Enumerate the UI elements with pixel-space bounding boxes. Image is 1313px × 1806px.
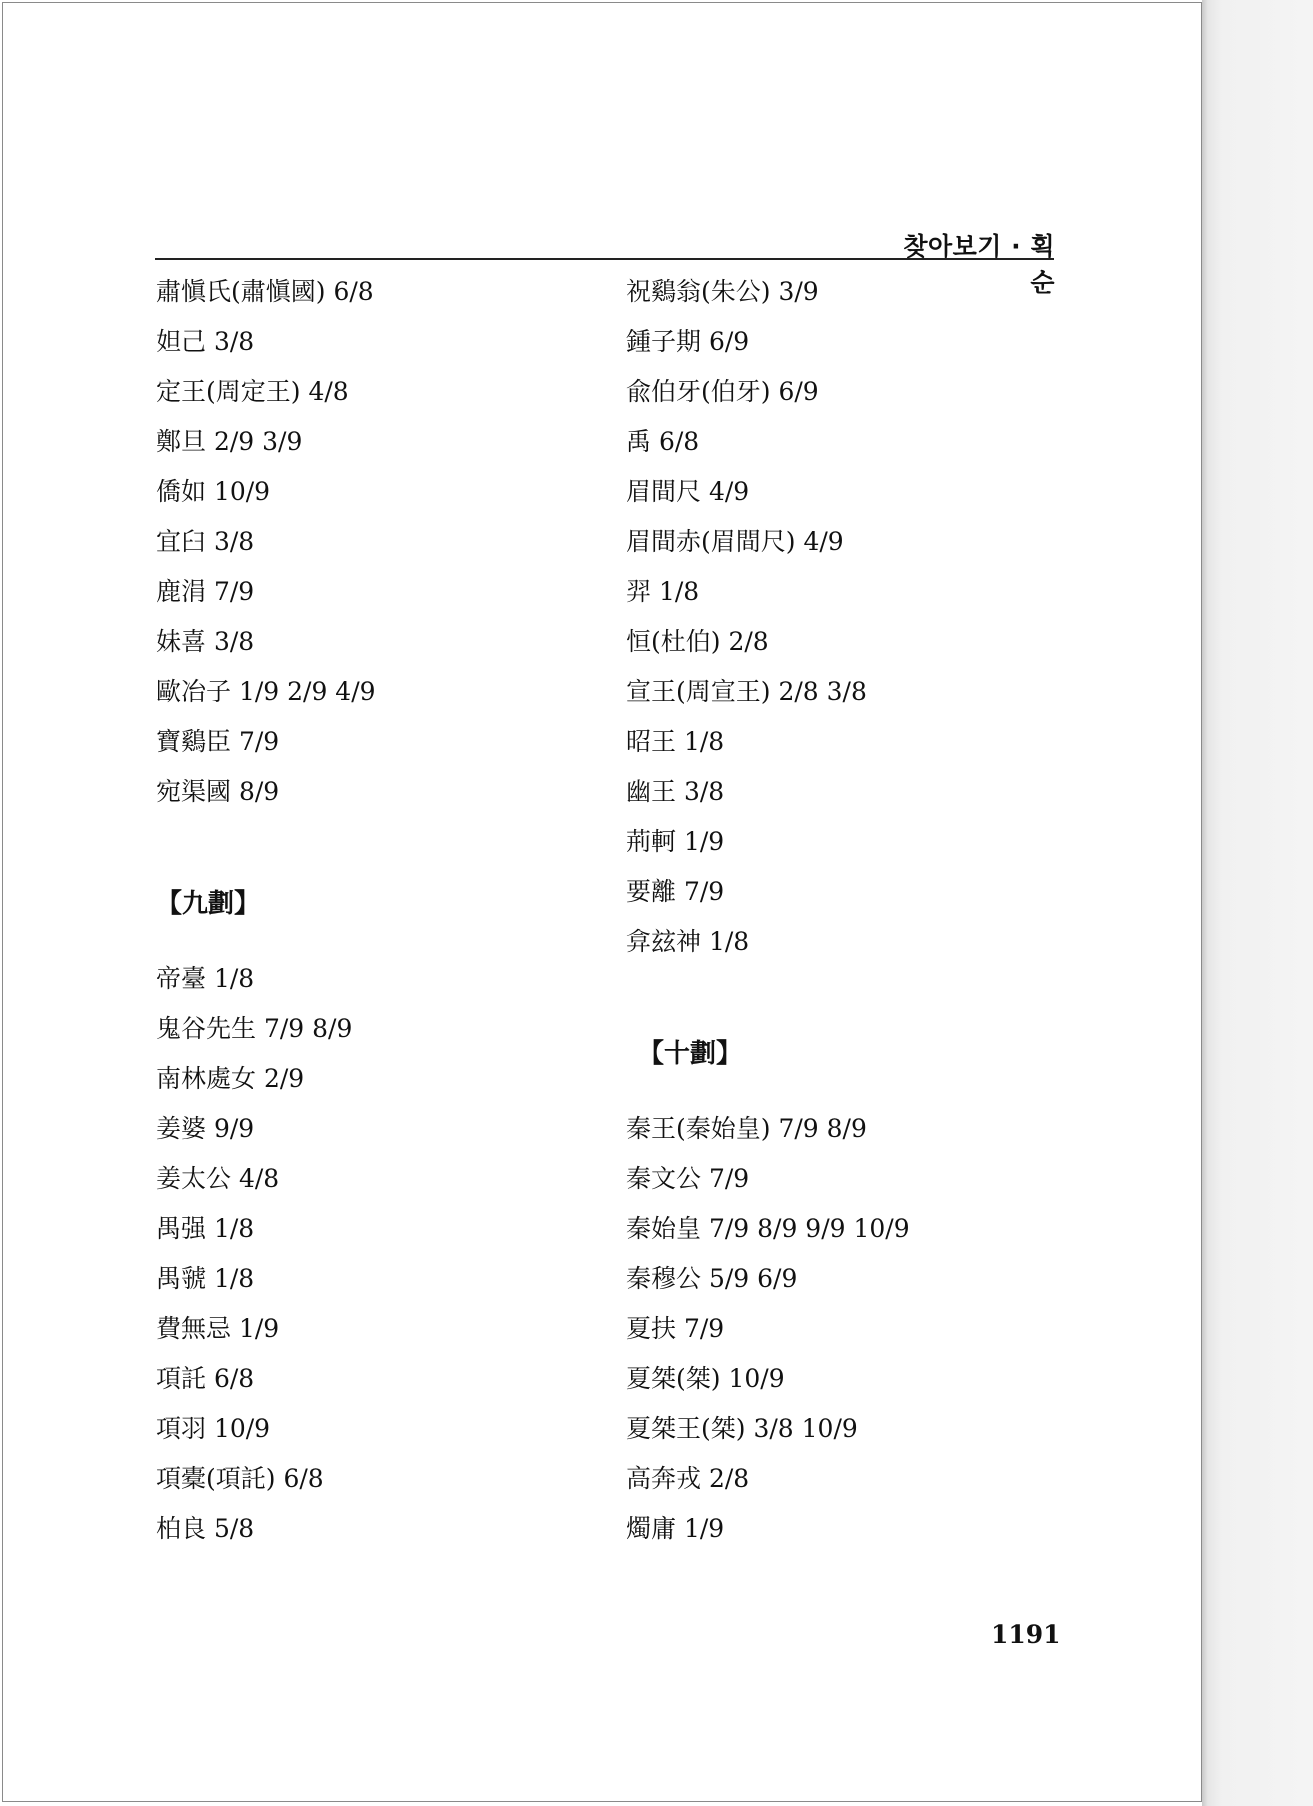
index-entry: 昭王 1/8 [626,727,725,756]
index-entry: 宜臼 3/8 [156,527,255,556]
index-entry: 高奔戎 2/8 [626,1464,750,1493]
index-entry: 眉間赤(眉間尺) 4/9 [626,527,844,556]
index-entry: 鹿涓 7/9 [156,577,255,606]
index-entry: 項託 6/8 [156,1364,255,1393]
index-entry: 要離 7/9 [626,877,725,906]
index-entry: 項橐(項託) 6/8 [156,1464,324,1493]
index-entry: 祝鷄翁(朱公) 3/9 [626,277,819,306]
index-entry: 定王(周定王) 4/8 [156,377,349,406]
index-entry: 鄭旦 2/9 3/9 [156,427,303,456]
index-entry: 妲己 3/8 [156,327,255,356]
section-heading-ten-strokes: 【十劃】 [638,1039,743,1069]
index-entry: 恒(杜伯) 2/8 [626,627,769,656]
index-entry: 幽王 3/8 [626,777,725,806]
index-entry: 寶鷄臣 7/9 [156,727,280,756]
index-entry: 燭庸 1/9 [626,1514,725,1543]
page-number: 1191 [991,1620,1061,1649]
index-entry: 費無忌 1/9 [156,1314,280,1343]
index-entry: 僑如 10/9 [156,477,271,506]
index-entry: 肅愼氏(肅愼國) 6/8 [156,277,374,306]
running-head: 찾아보기 · 획순 [903,232,1055,297]
index-entry: 禺强 1/8 [156,1214,255,1243]
index-entry: 夏桀王(桀) 3/8 10/9 [626,1414,858,1443]
index-entry: 鍾子期 6/9 [626,327,750,356]
index-entry: 姜太公 4/8 [156,1164,280,1193]
index-entry: 柏良 5/8 [156,1514,255,1543]
index-entry: 秦王(秦始皇) 7/9 8/9 [626,1114,867,1143]
viewer-background [1202,0,1313,1806]
index-entry: 夏扶 7/9 [626,1314,725,1343]
index-entry: 妹喜 3/8 [156,627,255,656]
index-entry: 宣王(周宣王) 2/8 3/8 [626,677,867,706]
header-rule [155,258,1054,260]
document-page [2,2,1202,1802]
index-entry: 眉間尺 4/9 [626,477,750,506]
index-entry: 羿 1/8 [626,577,700,606]
index-entry: 帝臺 1/8 [156,964,255,993]
index-entry: 項羽 10/9 [156,1414,271,1443]
section-heading-nine-strokes: 【九劃】 [156,889,261,919]
index-entry: 禹 6/8 [626,427,700,456]
index-entry: 禺虢 1/8 [156,1264,255,1293]
index-entry: 弇玆神 1/8 [626,927,750,956]
index-entry: 秦穆公 5/9 6/9 [626,1264,798,1293]
index-entry: 姜婆 9/9 [156,1114,255,1143]
index-entry: 荊軻 1/9 [626,827,725,856]
index-entry: 宛渠國 8/9 [156,777,280,806]
index-entry: 兪伯牙(伯牙) 6/9 [626,377,819,406]
index-entry: 夏桀(桀) 10/9 [626,1364,785,1393]
index-entry: 秦文公 7/9 [626,1164,750,1193]
index-entry: 南林處女 2/9 [156,1064,305,1093]
index-entry: 歐冶子 1/9 2/9 4/9 [156,677,376,706]
index-entry: 秦始皇 7/9 8/9 9/9 10/9 [626,1214,910,1243]
index-entry: 鬼谷先生 7/9 8/9 [156,1014,353,1043]
